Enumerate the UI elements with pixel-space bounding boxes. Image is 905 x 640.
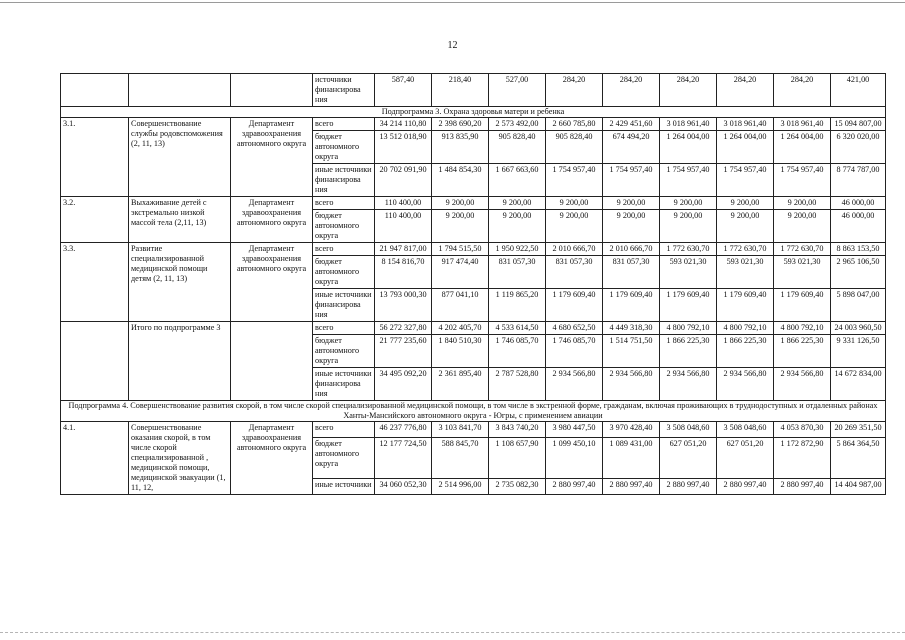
amount-cell: 593 021,30 <box>774 256 831 289</box>
subprogram-title: Подпрограмма 4. Совершенствование развития скорой, в том числе скорой специализированной медицинской помощи, в том числе в экстренной форме, гражданам, включая проживающих в труднодоступных и отдаленных районах Ханты-Мансийского автономного округа - Югры, с применением авиации <box>61 401 886 422</box>
item-department: Департамент здравоохранения автономного округа <box>231 243 313 322</box>
amount-cell: 9 200,00 <box>489 210 546 243</box>
amount-cell: 627 051,20 <box>660 438 717 479</box>
amount-cell: 4 800 792,10 <box>717 322 774 335</box>
amount-cell: 9 200,00 <box>660 197 717 210</box>
amount-cell: 110 400,00 <box>375 210 432 243</box>
amount-cell: 1 108 657,90 <box>489 438 546 479</box>
amount-cell: 284,20 <box>774 74 831 107</box>
amount-cell: 2 880 997,40 <box>546 478 603 494</box>
amount-cell: 2 010 666,70 <box>603 243 660 256</box>
funding-source-cell: иные источники финансирова ния <box>313 368 375 401</box>
amount-cell: 9 200,00 <box>432 210 489 243</box>
amount-cell: 218,40 <box>432 74 489 107</box>
amount-cell: 4 800 792,10 <box>774 322 831 335</box>
amount-cell: 15 094 807,00 <box>831 118 886 131</box>
amount-cell: 9 200,00 <box>603 197 660 210</box>
amount-cell: 3 018 961,40 <box>717 118 774 131</box>
subprogram-title: Подпрограмма 3. Охрана здоровья матери и ребенка <box>61 107 886 118</box>
amount-cell: 13 512 018,90 <box>375 131 432 164</box>
empty-cell <box>129 74 231 107</box>
amount-cell: 905 828,40 <box>489 131 546 164</box>
amount-cell: 284,20 <box>717 74 774 107</box>
amount-cell: 2 573 492,00 <box>489 118 546 131</box>
amount-cell: 1 179 609,40 <box>603 289 660 322</box>
item-name: Совершенствование оказания скорой, в том числе скорой специализированной , медицинской помощи, медицинской эвакуации (1, 11, 12, <box>129 422 231 495</box>
table-row <box>61 118 886 131</box>
funding-source-cell: иные источники финансирова ния <box>313 289 375 322</box>
amount-cell: 3 508 048,60 <box>717 422 774 438</box>
amount-cell: 9 200,00 <box>546 197 603 210</box>
subprogram-row <box>61 107 886 118</box>
amount-cell: 24 003 960,50 <box>831 322 886 335</box>
amount-cell: 14 404 987,00 <box>831 478 886 494</box>
amount-cell: 3 508 048,60 <box>660 422 717 438</box>
funding-source-cell: источники финансирова ния <box>313 74 375 107</box>
funding-source-cell: всего <box>313 243 375 256</box>
amount-cell: 588 845,70 <box>432 438 489 479</box>
amount-cell: 1 264 004,00 <box>660 131 717 164</box>
amount-cell: 1 772 630,70 <box>660 243 717 256</box>
amount-cell: 6 320 020,00 <box>831 131 886 164</box>
amount-cell: 46 000,00 <box>831 197 886 210</box>
amount-cell: 674 494,20 <box>603 131 660 164</box>
amount-cell: 4 202 405,70 <box>432 322 489 335</box>
amount-cell: 9 200,00 <box>717 210 774 243</box>
empty-cell <box>231 322 313 401</box>
amount-cell: 9 331 126,50 <box>831 335 886 368</box>
amount-cell: 5 898 047,00 <box>831 289 886 322</box>
amount-cell: 284,20 <box>660 74 717 107</box>
amount-cell: 3 843 740,20 <box>489 422 546 438</box>
amount-cell: 1 099 450,10 <box>546 438 603 479</box>
amount-cell: 8 863 153,50 <box>831 243 886 256</box>
amount-cell: 2 880 997,40 <box>774 478 831 494</box>
amount-cell: 4 800 792,10 <box>660 322 717 335</box>
amount-cell: 34 060 052,30 <box>375 478 432 494</box>
amount-cell: 20 702 091,90 <box>375 164 432 197</box>
amount-cell: 2 361 895,40 <box>432 368 489 401</box>
amount-cell: 2 660 785,80 <box>546 118 603 131</box>
amount-cell: 1 772 630,70 <box>774 243 831 256</box>
amount-cell: 284,20 <box>603 74 660 107</box>
amount-cell: 1 264 004,00 <box>717 131 774 164</box>
empty-cell <box>61 322 129 401</box>
page-number: 12 <box>447 40 458 51</box>
budget-table <box>60 73 886 495</box>
amount-cell: 56 272 327,80 <box>375 322 432 335</box>
empty-cell <box>231 74 313 107</box>
amount-cell: 1 746 085,70 <box>546 335 603 368</box>
amount-cell: 1 754 957,40 <box>603 164 660 197</box>
amount-cell: 46 000,00 <box>831 210 886 243</box>
amount-cell: 9 200,00 <box>546 210 603 243</box>
amount-cell: 2 735 082,30 <box>489 478 546 494</box>
funding-source-cell: бюджет автономного округа <box>313 438 375 479</box>
amount-cell: 877 041,10 <box>432 289 489 322</box>
amount-cell: 1 950 922,50 <box>489 243 546 256</box>
amount-cell: 4 053 870,30 <box>774 422 831 438</box>
table-row <box>61 197 886 210</box>
funding-source-cell: всего <box>313 197 375 210</box>
item-department: Департамент здравоохранения автономного округа <box>231 118 313 197</box>
amount-cell: 3 970 428,40 <box>603 422 660 438</box>
amount-cell: 1 179 609,40 <box>717 289 774 322</box>
amount-cell: 1 179 609,40 <box>774 289 831 322</box>
funding-source-cell: иные источники <box>313 478 375 494</box>
amount-cell: 2 880 997,40 <box>603 478 660 494</box>
funding-source-cell: бюджет автономного округа <box>313 210 375 243</box>
amount-cell: 2 934 566,80 <box>546 368 603 401</box>
amount-cell: 8 774 787,00 <box>831 164 886 197</box>
amount-cell: 2 398 690,20 <box>432 118 489 131</box>
funding-source-cell: всего <box>313 422 375 438</box>
funding-source-cell: бюджет автономного округа <box>313 256 375 289</box>
item-number: 3.2. <box>61 197 129 243</box>
amount-cell: 4 680 652,50 <box>546 322 603 335</box>
amount-cell: 1 754 957,40 <box>717 164 774 197</box>
amount-cell: 1 754 957,40 <box>546 164 603 197</box>
funding-source-cell: бюджет автономного округа <box>313 131 375 164</box>
amount-cell: 20 269 351,50 <box>831 422 886 438</box>
funding-source-cell: всего <box>313 118 375 131</box>
amount-cell: 2 965 106,50 <box>831 256 886 289</box>
amount-cell: 2 514 996,00 <box>432 478 489 494</box>
amount-cell: 110 400,00 <box>375 197 432 210</box>
funding-source-cell: всего <box>313 322 375 335</box>
amount-cell: 1 840 510,30 <box>432 335 489 368</box>
amount-cell: 13 793 000,30 <box>375 289 432 322</box>
amount-cell: 2 934 566,80 <box>774 368 831 401</box>
amount-cell: 9 200,00 <box>774 210 831 243</box>
item-department: Департамент здравоохранения автономного округа <box>231 197 313 243</box>
funding-source-cell: бюджет автономного округа <box>313 335 375 368</box>
funding-source-cell: иные источники финансирова ния <box>313 164 375 197</box>
amount-cell: 2 934 566,80 <box>660 368 717 401</box>
amount-cell: 421,00 <box>831 74 886 107</box>
amount-cell: 2 429 451,60 <box>603 118 660 131</box>
amount-cell: 4 449 318,30 <box>603 322 660 335</box>
amount-cell: 905 828,40 <box>546 131 603 164</box>
amount-cell: 2 880 997,40 <box>660 478 717 494</box>
item-name: Развитие специализированной медицинской помощи детям (2, 11, 13) <box>129 243 231 322</box>
empty-cell <box>61 74 129 107</box>
amount-cell: 1 772 630,70 <box>717 243 774 256</box>
amount-cell: 34 495 092,20 <box>375 368 432 401</box>
amount-cell: 1 754 957,40 <box>660 164 717 197</box>
amount-cell: 1 866 225,30 <box>717 335 774 368</box>
amount-cell: 1 667 663,60 <box>489 164 546 197</box>
amount-cell: 2 934 566,80 <box>717 368 774 401</box>
amount-cell: 9 200,00 <box>717 197 774 210</box>
amount-cell: 1 514 751,50 <box>603 335 660 368</box>
amount-cell: 9 200,00 <box>603 210 660 243</box>
amount-cell: 1 089 431,00 <box>603 438 660 479</box>
amount-cell: 3 980 447,50 <box>546 422 603 438</box>
amount-cell: 34 214 110,80 <box>375 118 432 131</box>
amount-cell: 587,40 <box>375 74 432 107</box>
amount-cell: 1 484 854,30 <box>432 164 489 197</box>
amount-cell: 5 864 364,50 <box>831 438 886 479</box>
amount-cell: 1 866 225,30 <box>660 335 717 368</box>
amount-cell: 3 018 961,40 <box>660 118 717 131</box>
item-department: Департамент здравоохранения автономного округа <box>231 422 313 495</box>
amount-cell: 8 154 816,70 <box>375 256 432 289</box>
table-row <box>61 74 886 107</box>
amount-cell: 1 754 957,40 <box>774 164 831 197</box>
amount-cell: 4 533 614,50 <box>489 322 546 335</box>
amount-cell: 9 200,00 <box>774 197 831 210</box>
amount-cell: 2 787 528,80 <box>489 368 546 401</box>
amount-cell: 1 794 515,50 <box>432 243 489 256</box>
amount-cell: 1 119 865,20 <box>489 289 546 322</box>
amount-cell: 9 200,00 <box>432 197 489 210</box>
scan-edge-bottom <box>0 632 905 639</box>
amount-cell: 2 934 566,80 <box>603 368 660 401</box>
amount-cell: 3 018 961,40 <box>774 118 831 131</box>
amount-cell: 9 200,00 <box>489 197 546 210</box>
scan-edge-top <box>0 2 905 9</box>
amount-cell: 9 200,00 <box>660 210 717 243</box>
amount-cell: 284,20 <box>546 74 603 107</box>
amount-cell: 12 177 724,50 <box>375 438 432 479</box>
item-number: 4.1. <box>61 422 129 495</box>
amount-cell: 913 835,90 <box>432 131 489 164</box>
amount-cell: 831 057,30 <box>546 256 603 289</box>
amount-cell: 3 103 841,70 <box>432 422 489 438</box>
amount-cell: 1 264 004,00 <box>774 131 831 164</box>
amount-cell: 831 057,30 <box>489 256 546 289</box>
table-row <box>61 422 886 438</box>
amount-cell: 593 021,30 <box>717 256 774 289</box>
amount-cell: 831 057,30 <box>603 256 660 289</box>
total-name: Итого по подпрограмме 3 <box>129 322 231 401</box>
amount-cell: 1 179 609,40 <box>660 289 717 322</box>
amount-cell: 627 051,20 <box>717 438 774 479</box>
amount-cell: 21 947 817,00 <box>375 243 432 256</box>
amount-cell: 527,00 <box>489 74 546 107</box>
table-row <box>61 322 886 335</box>
item-number: 3.3. <box>61 243 129 322</box>
table-row <box>61 243 886 256</box>
amount-cell: 14 672 834,00 <box>831 368 886 401</box>
amount-cell: 2 010 666,70 <box>546 243 603 256</box>
amount-cell: 21 777 235,60 <box>375 335 432 368</box>
amount-cell: 593 021,30 <box>660 256 717 289</box>
amount-cell: 2 880 997,40 <box>717 478 774 494</box>
amount-cell: 1 179 609,40 <box>546 289 603 322</box>
item-number: 3.1. <box>61 118 129 197</box>
item-name: Выхаживание детей с экстремально низкой массой тела (2,11, 13) <box>129 197 231 243</box>
amount-cell: 917 474,40 <box>432 256 489 289</box>
amount-cell: 1 746 085,70 <box>489 335 546 368</box>
item-name: Совершенствование службы родовспоможения (2, 11, 13) <box>129 118 231 197</box>
amount-cell: 1 172 872,90 <box>774 438 831 479</box>
subprogram-row <box>61 401 886 422</box>
amount-cell: 1 866 225,30 <box>774 335 831 368</box>
amount-cell: 46 237 776,80 <box>375 422 432 438</box>
